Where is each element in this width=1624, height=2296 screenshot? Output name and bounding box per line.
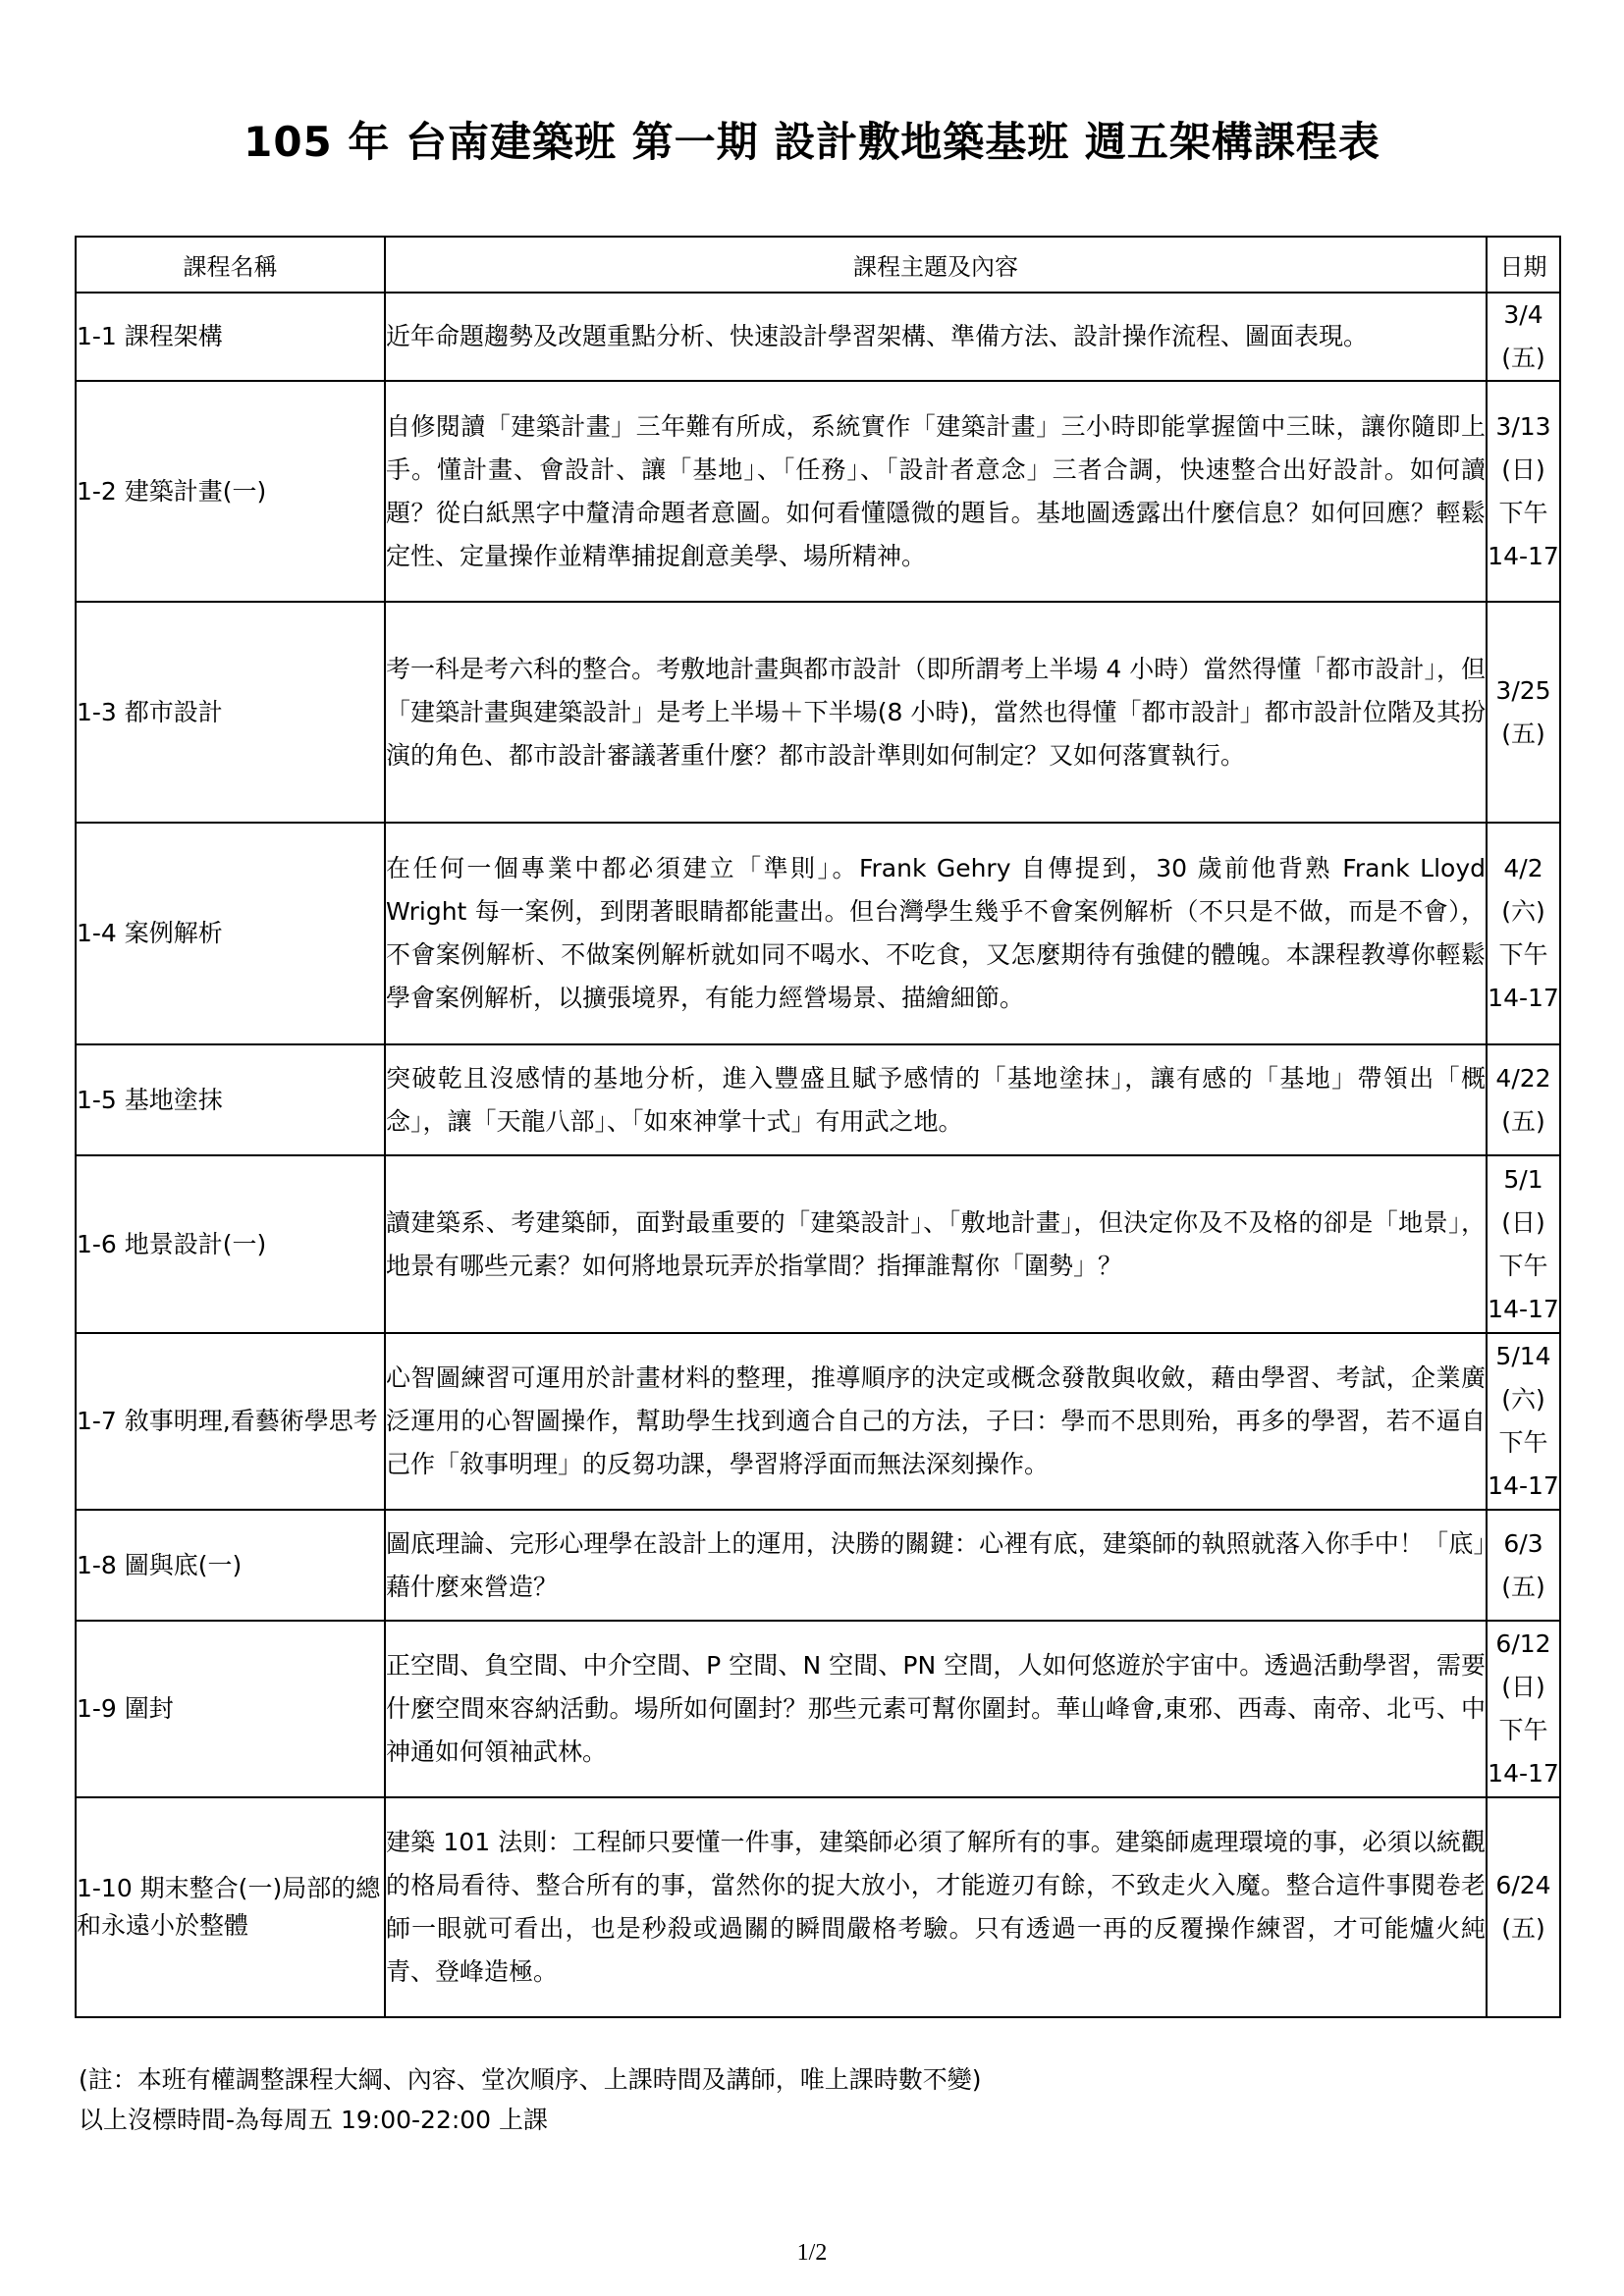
note-line: (註：本班有權調整課程大綱、內容、堂次順序、上課時間及講師，唯上課時數不變)	[79, 2065, 982, 2094]
course-content: 建築 101 法則：工程師只要懂一件事，建築師必須了解所有的事。建築師處理環境的事，必須以統觀的格局看待、整合所有的事，當然你的捉大放小，才能遊刃有餘，不致走火入魔。整合這件事閱卷老師一眼就可看出，也是秒殺或過關的瞬間嚴格考驗。只有透過一再的反覆操作練習，才可能爐火純青、登峰造極。	[385, 1797, 1487, 2017]
course-date	[1487, 381, 1560, 602]
course-name: 1-3 都市設計	[76, 602, 385, 823]
date-line: 14-17	[1488, 1471, 1559, 1500]
date-line: (日)	[1501, 1673, 1545, 1701]
course-content: 考一科是考六科的整合。考敷地計畫與都市設計（即所謂考上半場 4 小時）當然得懂「都市設計」，但「建築計畫與建築設計」是考上半場＋下半場(8 小時)，當然也得懂「都市設計」都市設計位階及其扮演的角色、都市設計審議著重什麼？都市設計準則如何制定？又如何落實執行。	[385, 602, 1487, 823]
date-line: 下午	[1498, 1428, 1548, 1457]
table-row	[76, 823, 1560, 1044]
course-name: 1-6 地景設計(一)	[76, 1155, 385, 1333]
schedule-table	[75, 236, 1561, 2018]
date-line: (五)	[1501, 719, 1545, 748]
date-line: (五)	[1501, 1106, 1545, 1136]
page-number: 1/2	[796, 2240, 828, 2266]
course-content: 心智圖練習可運用於計畫材料的整理，推導順序的決定或概念發散與收斂，藉由學習、考試，企業廣泛運用的心智圖操作，幫助學生找到適合自己的方法，子曰：學而不思則殆，再多的學習，若不逼自己作「敘事明理」的反芻功課，學習將浮面而無法深刻操作。	[385, 1333, 1487, 1510]
date-line: 3/25	[1495, 675, 1551, 705]
date-line: 14-17	[1488, 541, 1559, 570]
date-line: (六)	[1501, 897, 1545, 926]
table-header-row	[76, 237, 1560, 293]
date-line: 下午	[1498, 1716, 1548, 1744]
table-row	[76, 602, 1560, 823]
course-content: 自修閱讀「建築計畫」三年難有所成，系統實作「建築計畫」三小時即能掌握箇中三昧，讓你隨即上手。懂計畫、會設計、讓「基地」、「任務」、「設計者意念」三者合調，快速整合出好設計。如何讀題？從白紙黑字中釐清命題者意圖。如何看懂隱微的題旨。基地圖透露出什麼信息？如何回應？輕鬆定性、定量操作並精準捕捉創意美學、場所精神。	[385, 381, 1487, 602]
course-date	[1487, 1510, 1560, 1621]
course-name: 1-2 建築計畫(一)	[76, 381, 385, 602]
course-date	[1487, 1044, 1560, 1155]
date-line: 下午	[1498, 1251, 1548, 1280]
course-content: 近年命題趨勢及改題重點分析、快速設計學習架構、準備方法、設計操作流程、圖面表現。	[385, 293, 1487, 381]
date-line: 4/2	[1503, 854, 1543, 882]
date-line: 4/22	[1495, 1063, 1551, 1093]
header-date: 日期	[1487, 237, 1560, 293]
course-date	[1487, 1333, 1560, 1510]
course-name: 1-8 圖與底(一)	[76, 1510, 385, 1621]
date-line: 6/3	[1503, 1528, 1543, 1558]
course-date	[1487, 293, 1560, 381]
note-line: 以上沒標時間-為每周五 19:00-22:00 上課	[79, 2106, 549, 2134]
course-content: 突破乾且沒感情的基地分析，進入豐盛且賦予感情的「基地塗抹」，讓有感的「基地」帶領出「概念」，讓「天龍八部」、「如來神掌十式」有用武之地。	[385, 1044, 1487, 1155]
course-date	[1487, 1155, 1560, 1333]
date-line: (日)	[1501, 454, 1545, 484]
date-line: 14-17	[1488, 1759, 1559, 1788]
course-content: 正空間、負空間、中介空間、P 空間、N 空間、PN 空間，人如何悠遊於宇宙中。透過活動學習，需要什麼空間來容納活動。場所如何圍封？那些元素可幫你圍封。華山峰會,東邪、西毒、南帝、北丐、中神通如何領袖武林。	[385, 1621, 1487, 1797]
date-line: 14-17	[1488, 984, 1559, 1012]
table-row	[76, 1155, 1560, 1333]
course-date	[1487, 1621, 1560, 1797]
header-course-content: 課程主題及內容	[385, 237, 1487, 293]
course-name: 1-1 課程架構	[76, 293, 385, 381]
course-name: 1-7 敘事明理,看藝術學思考	[76, 1333, 385, 1510]
table-row	[76, 381, 1560, 602]
date-line: 14-17	[1488, 1294, 1559, 1323]
course-content: 讀建築系、考建築師，面對最重要的「建築設計」、「敷地計畫」，但決定你及不及格的卻是「地景」，地景有哪些元素？如何將地景玩弄於指掌間？指揮誰幫你「圍勢」？	[385, 1155, 1487, 1333]
course-content: 在任何一個專業中都必須建立「準則」。Frank Gehry 自傳提到，30 歲前他背熟 Frank Lloyd Wright 每一案例，到閉著眼睛都能畫出。但台灣學生幾乎不會案例解析（不只是不做，而是不會），不會案例解析、不做案例解析就如同不喝水、不吃食，又怎麼期待有強健的體魄。本課程教導你輕鬆學會案例解析，以擴張境界，有能力經營場景、描繪細節。	[385, 823, 1487, 1044]
date-line: 下午	[1498, 498, 1548, 527]
table-row	[76, 1621, 1560, 1797]
date-line: 5/14	[1495, 1342, 1551, 1370]
notes	[79, 2059, 982, 2140]
date-line: 6/24	[1495, 1871, 1551, 1899]
table-row	[76, 1510, 1560, 1621]
date-line: 下午	[1498, 940, 1548, 969]
date-line: (五)	[1501, 1572, 1545, 1601]
date-line: (五)	[1501, 344, 1545, 372]
table-row	[76, 1797, 1560, 2017]
date-line: 5/1	[1503, 1164, 1543, 1194]
table-row	[76, 1044, 1560, 1155]
date-line: 3/13	[1495, 411, 1551, 441]
date-line: (六)	[1501, 1385, 1545, 1414]
course-name: 1-5 基地塗抹	[76, 1044, 385, 1155]
table-row	[76, 1333, 1560, 1510]
date-line: 6/12	[1495, 1629, 1551, 1658]
course-date	[1487, 602, 1560, 823]
page-title: 105 年 台南建築班 第一期 設計敷地築基班 週五架構課程表	[244, 118, 1380, 166]
course-name: 1-10 期末整合(一)局部的總和永遠小於整體	[76, 1797, 385, 2017]
course-date	[1487, 823, 1560, 1044]
date-line: 3/4	[1503, 300, 1543, 329]
date-line: (五)	[1501, 1914, 1545, 1943]
course-date	[1487, 1797, 1560, 2017]
table-row	[76, 293, 1560, 381]
date-line: (日)	[1501, 1207, 1545, 1237]
course-name: 1-4 案例解析	[76, 823, 385, 1044]
header-course-name: 課程名稱	[76, 237, 385, 293]
course-name: 1-9 圍封	[76, 1621, 385, 1797]
course-content: 圖底理論、完形心理學在設計上的運用，決勝的關鍵：心裡有底，建築師的執照就落入你手中！「底」藉什麼來營造？	[385, 1510, 1487, 1621]
